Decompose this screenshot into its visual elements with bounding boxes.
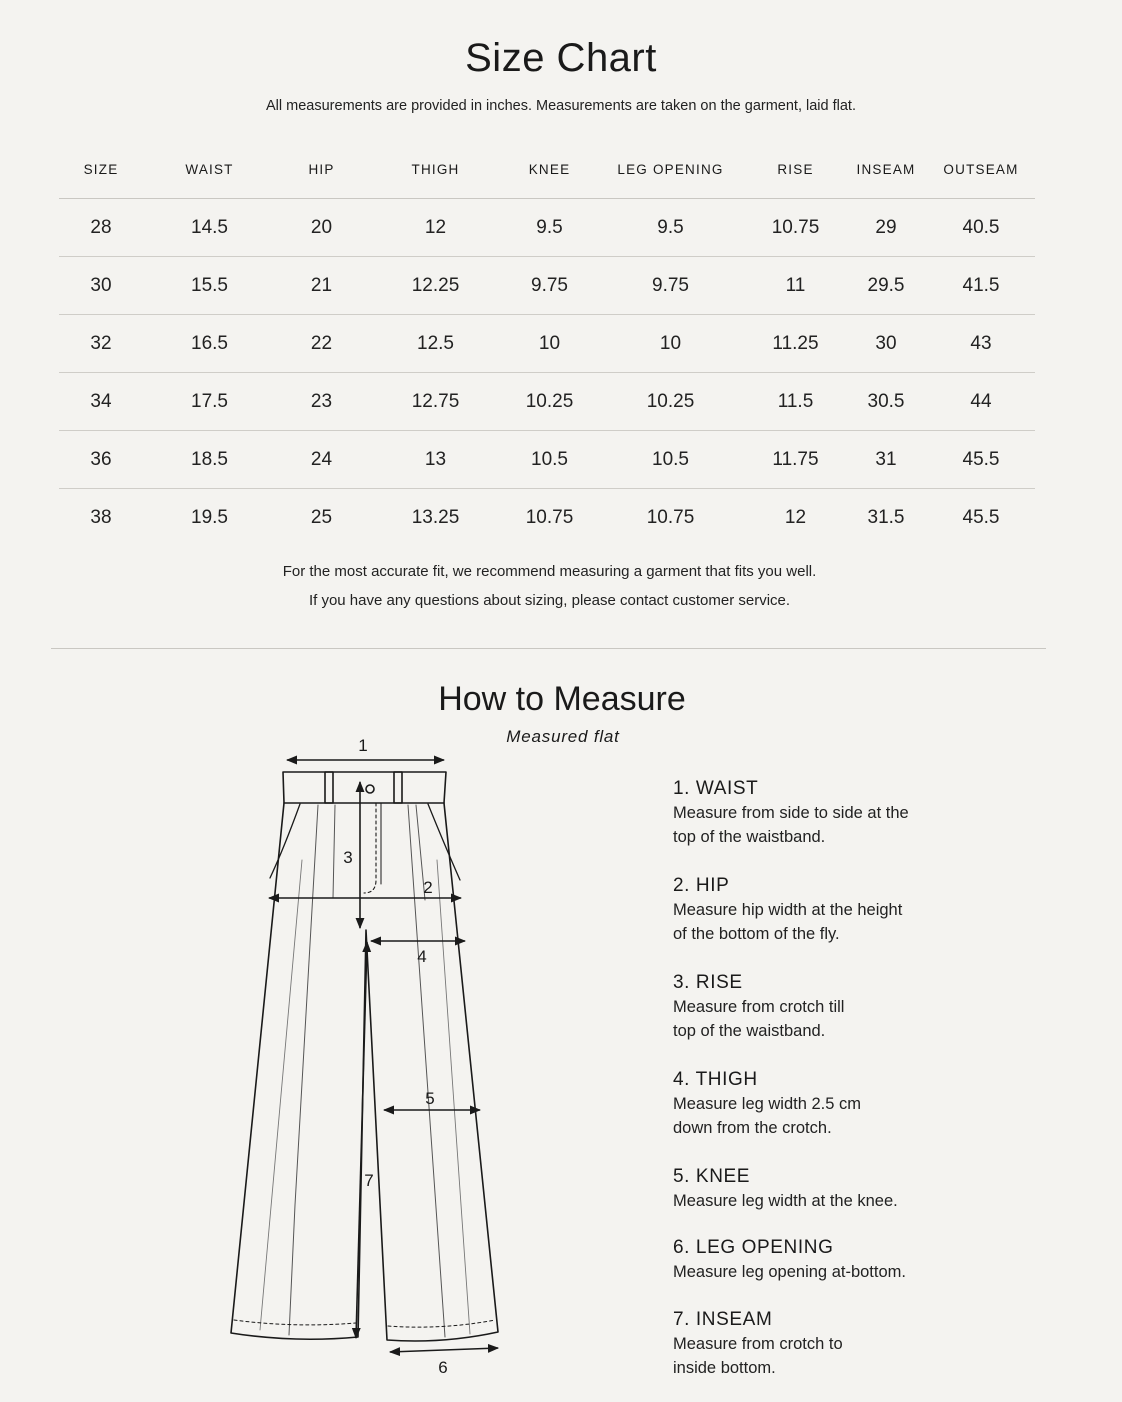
table-cell: 29: [845, 199, 927, 257]
table-cell: 10: [504, 315, 595, 373]
table-cell: 20: [276, 199, 367, 257]
waistband-outline: [283, 772, 446, 803]
inseam-arrow: [356, 942, 367, 1338]
diagram-label-3: 3: [343, 848, 353, 867]
instruction-title: 5. KNEE: [673, 1166, 751, 1187]
col-header-hip: HIP: [276, 140, 367, 199]
table-cell: 10.75: [746, 199, 845, 257]
instruction-title: 2. HIP: [673, 875, 730, 896]
instruction-thigh: [673, 1068, 1003, 1140]
table-cell: 19.5: [191, 506, 228, 528]
table-cell: 13.25: [411, 506, 460, 528]
table-cell: 21: [276, 257, 367, 315]
table-cell: 31: [845, 431, 927, 489]
col-header-rise: RISE: [746, 140, 845, 199]
belt-loop-right: [394, 772, 402, 803]
table-cell: 17.5: [143, 373, 276, 431]
instruction-title: 4. THIGH: [673, 1069, 758, 1090]
table-cell: 44: [927, 373, 1035, 431]
instruction-rise: [673, 971, 1003, 1043]
table-cell: 34: [59, 373, 143, 431]
page-title: Size Chart: [465, 36, 657, 80]
col-header-thigh: THIGH: [367, 140, 504, 199]
table-cell: 12.5: [367, 315, 504, 373]
instruction-desc: Measure leg opening at-bottom.: [673, 1263, 906, 1281]
diagram-label-5: 5: [425, 1089, 435, 1108]
table-cell: 9.5: [595, 199, 746, 257]
table-cell: 24: [276, 431, 367, 489]
table-cell: 11: [746, 257, 845, 315]
table-cell: 12: [367, 199, 504, 257]
table-cell: 38: [90, 506, 112, 528]
table-cell: 45.5: [927, 431, 1035, 489]
table-cell: 9.75: [504, 257, 595, 315]
instruction-desc: Measure from crotch to inside bottom.: [673, 1335, 843, 1377]
table-cell: 22: [276, 315, 367, 373]
table-cell: 10.75: [525, 506, 574, 528]
diagram-label-1: 1: [358, 736, 368, 755]
page-subtitle: All measurements are provided in inches. Measurements are taken on the garment, laid flat.: [266, 98, 856, 114]
table-cell: 13: [367, 431, 504, 489]
col-header-waist: WAIST: [143, 140, 276, 199]
table-cell: 11.25: [746, 315, 845, 373]
table-cell: 12: [784, 506, 807, 528]
table-cell: 30.5: [845, 373, 927, 431]
diagram-label-2: 2: [423, 878, 433, 897]
table-cell: 12.25: [367, 257, 504, 315]
table-cell: 36: [59, 431, 143, 489]
table-cell: 32: [59, 315, 143, 373]
table-cell: 41.5: [927, 257, 1035, 315]
table-cell: 14.5: [143, 199, 276, 257]
table-cell: 28: [59, 199, 143, 257]
instruction-title: 3. RISE: [673, 972, 743, 993]
instruction-title: 1. WAIST: [673, 778, 759, 799]
col-header-outseam: OUTSEAM: [927, 140, 1035, 199]
fit-note: For the most accurate fit, we recommend measuring a garment that fits you well.: [282, 563, 817, 580]
contact-note: If you have any questions about sizing, please contact customer service.: [308, 592, 791, 609]
table-cell: 12.75: [367, 373, 504, 431]
table-cell: 45.5: [962, 506, 1000, 528]
belt-loop-left: [325, 772, 333, 803]
instruction-desc: Measure leg width at the knee.: [673, 1192, 898, 1210]
how-to-measure-subtitle: Measured flat: [506, 727, 620, 746]
table-cell: 11.5: [746, 373, 845, 431]
table-cell: 10: [595, 315, 746, 373]
instruction-leg-opening: [673, 1236, 1003, 1284]
table-cell: 16.5: [143, 315, 276, 373]
instruction-desc: Measure from side to side at the top of the waistband.: [673, 804, 909, 846]
leg-opening-arrow: [390, 1348, 498, 1352]
instruction-desc: Measure leg width 2.5 cm down from the crotch.: [673, 1095, 862, 1137]
instruction-title: 7. INSEAM: [673, 1309, 773, 1330]
table-cell: 31.5: [867, 506, 905, 528]
how-to-measure-title: How to Measure: [438, 680, 686, 718]
instruction-title: 6. LEG OPENING: [673, 1237, 834, 1258]
table-cell: 10.25: [504, 373, 595, 431]
col-header-size: SIZE: [59, 140, 143, 199]
col-header-inseam: INSEAM: [845, 140, 927, 199]
table-cell: 30: [845, 315, 927, 373]
table-cell: 40.5: [927, 199, 1035, 257]
instruction-hip: [673, 874, 1003, 946]
instruction-desc: Measure from crotch till top of the waistband.: [673, 998, 845, 1040]
table-cell: 9.75: [595, 257, 746, 315]
table-cell: 10.75: [646, 506, 695, 528]
instruction-waist: [673, 777, 1003, 849]
instruction-knee: [673, 1165, 1003, 1213]
table-cell: 43: [927, 315, 1035, 373]
table-cell: 30: [59, 257, 143, 315]
diagram-label-7: 7: [364, 1171, 374, 1190]
col-header-knee: KNEE: [504, 140, 595, 199]
table-cell: 23: [276, 373, 367, 431]
table-cell: 29.5: [845, 257, 927, 315]
table-cell: 10.5: [504, 431, 595, 489]
col-header-leg-opening: LEG OPENING: [595, 140, 746, 199]
instruction-desc: Measure hip width at the height of the bottom of the fly.: [673, 901, 903, 943]
table-cell: 10.25: [595, 373, 746, 431]
table-cell: 15.5: [143, 257, 276, 315]
diagram-label-4: 4: [417, 947, 427, 966]
instruction-inseam: [673, 1308, 1003, 1380]
table-cell: 9.5: [504, 199, 595, 257]
table-cell: 10.5: [595, 431, 746, 489]
table-cell: 25: [310, 506, 333, 528]
table-cell: 18.5: [143, 431, 276, 489]
diagram-label-6: 6: [438, 1358, 448, 1377]
button-icon: [366, 785, 374, 793]
table-cell: 11.75: [746, 431, 845, 489]
